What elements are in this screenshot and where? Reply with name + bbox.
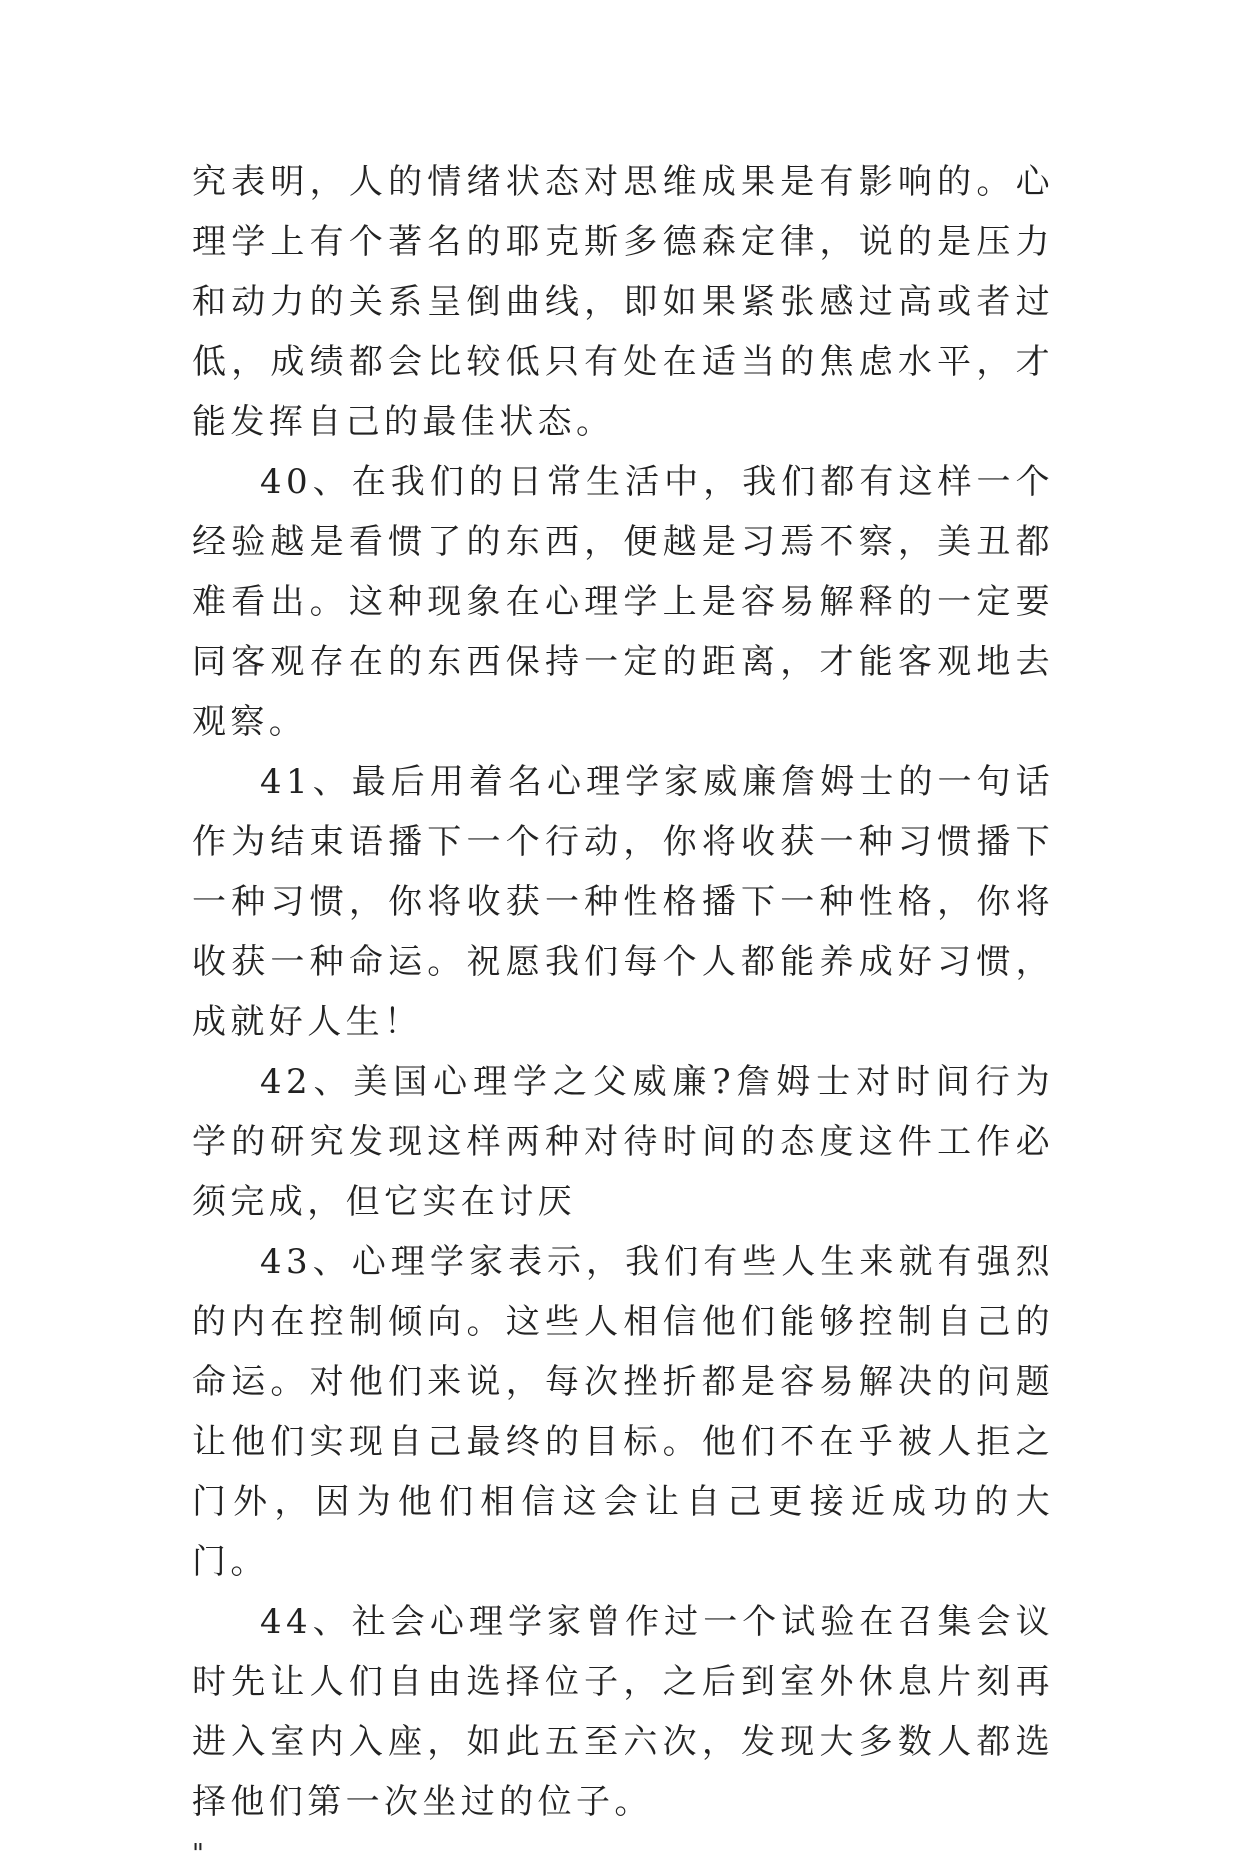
paragraph-continued: 究表明，人的情绪状态对思维成果是有影响的。心理学上有个著名的耶克斯多德森定律，说的是压力和动力的关系呈倒曲线，即如果紧张感过高或者过低，成绩都会比较低只有处在适当的焦虑水平，才能发挥自己的最佳状态。 [192, 162, 1054, 442]
trailing-quote-mark: " [192, 1839, 204, 1869]
document-body [192, 152, 1054, 1876]
paragraph-44: 44、社会心理学家曾作过一个试验在召集会议时先让人们自由选择位子，之后到室外休息片刻再进入室内入座，如此五至六次，发现大多数人都选择他们第一次坐过的位子。 [192, 1602, 1054, 1822]
paragraph-43: 43、心理学家表示，我们有些人生来就有强烈的内在控制倾向。这些人相信他们能够控制自己的命运。对他们来说，每次挫折都是容易解决的问题让他们实现自己最终的目标。他们不在乎被人拒之门外，因为他们相信这会让自己更接近成功的大门。 [192, 1242, 1054, 1582]
paragraph-40: 40、在我们的日常生活中，我们都有这样一个经验越是看惯了的东西，便越是习焉不察，美丑都难看出。这种现象在心理学上是容易解释的一定要同客观存在的东西保持一定的距离，才能客观地去观察。 [192, 462, 1054, 742]
paragraph-41: 41、最后用着名心理学家威廉詹姆士的一句话作为结束语播下一个行动，你将收获一种习惯播下一种习惯，你将收获一种性格播下一种性格，你将收获一种命运。祝愿我们每个人都能养成好习惯，成就好人生！ [192, 762, 1054, 1042]
paragraph-42: 42、美国心理学之父威廉?詹姆士对时间行为学的研究发现这样两种对待时间的态度这件工作必须完成，但它实在讨厌 [192, 1062, 1054, 1222]
